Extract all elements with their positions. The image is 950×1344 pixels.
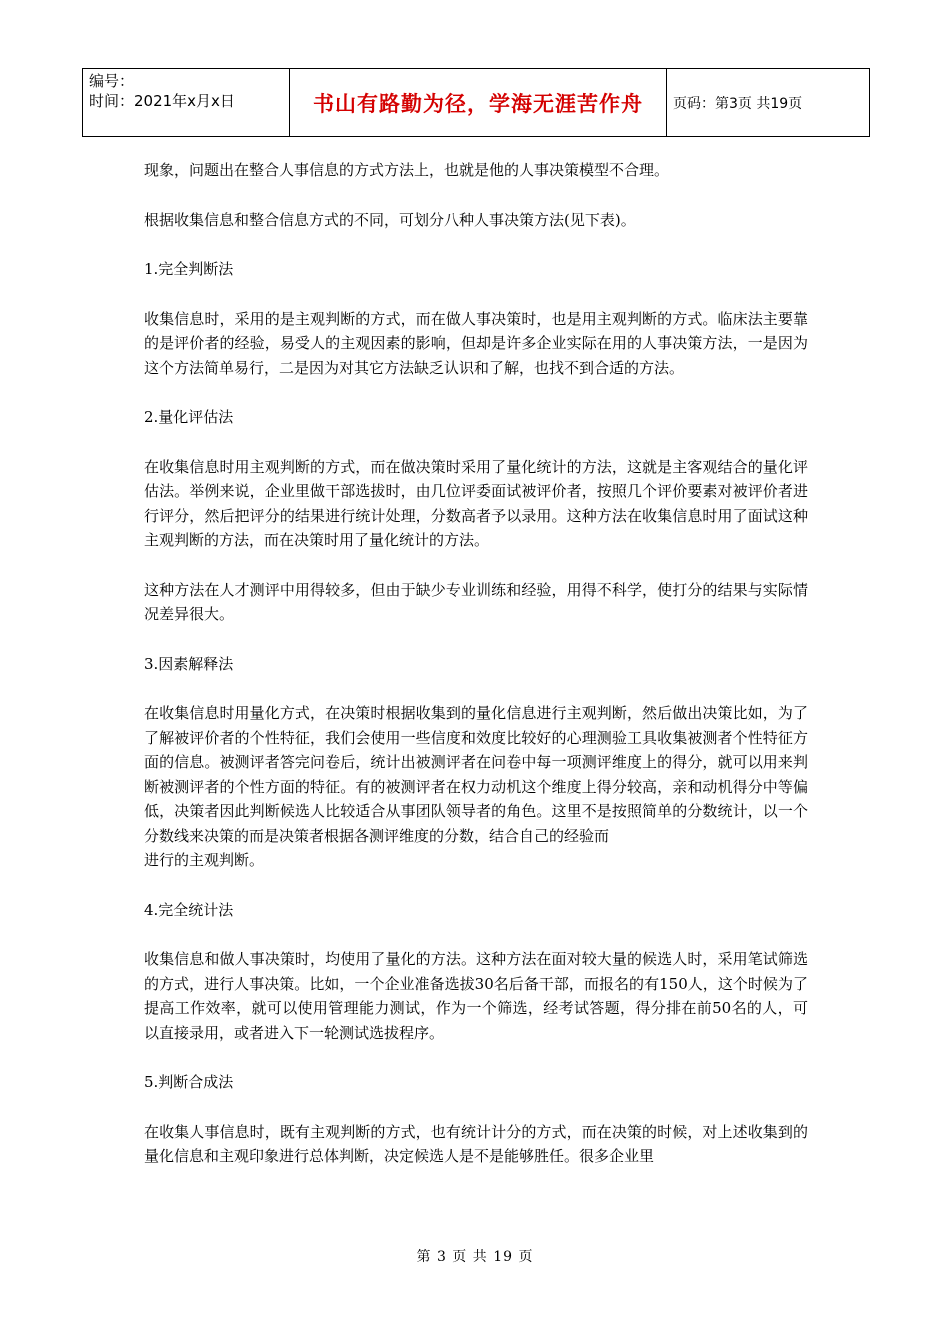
document-date-label: 时间：2021年x月x日 bbox=[89, 92, 235, 110]
header-motto: 书山有路勤为径，学海无涯苦作舟 bbox=[290, 69, 667, 137]
paragraph: 在收集信息时用量化方式，在决策时根据收集到的量化信息进行主观判断，然后做出决策比如，为了了解被评价者的个性特征，我们会使用一些信度和效度比较好的心理测验工具收集被测者个性特征方面的信息。被测评者答完问卷后，统计出被测评者在问卷中每一项测评维度上的得分，就可以用来判断被测评者的个性方面的特征。有的被测评者在权力动机这个维度上得分较高，亲和动机得分中等偏低，决策者因此判断候选人比较适合从事团队领导者的角色。这里不是按照简单的分数统计，以一个分数线来决策的而是决策者根据各测评维度的分数，结合自己的经验而 bbox=[144, 704, 808, 845]
section-heading: 2.量化评估法 bbox=[144, 408, 234, 426]
paragraph: 根据收集信息和整合信息方式的不同，可划分八种人事决策方法(见下表)。 bbox=[144, 210, 636, 229]
header-page-info: 页码：第3页 共19页 bbox=[667, 69, 870, 137]
header-table bbox=[82, 68, 870, 137]
section-heading: 3.因素解释法 bbox=[144, 654, 234, 673]
paragraph: 进行的主观判断。 bbox=[144, 851, 265, 869]
document-body bbox=[144, 158, 808, 1169]
section-heading: 4.完全统计法 bbox=[144, 900, 234, 919]
paragraph: 这种方法在人才测评中用得较多，但由于缺少专业训练和经验，用得不科学，使打分的结果与实际情况差异很大。 bbox=[144, 580, 808, 623]
page-footer: 第 3 页 共 19 页 bbox=[416, 1249, 534, 1265]
document-number-label: 编号： bbox=[89, 72, 135, 90]
section-heading: 1.完全判断法 bbox=[144, 260, 234, 278]
paragraph: 在收集信息时用主观判断的方式，而在做决策时采用了量化统计的方法，这就是主客观结合的量化评估法。举例来说，企业里做干部选拔时，由几位评委面试被评价者，按照几个评价要素对被评价者进行评分，然后把评分的结果进行统计处理，分数高者予以录用。这种方法在收集信息时用了面试这种主观判断的方法，而在决策时用了量化统计的方法。 bbox=[144, 457, 808, 549]
paragraph: 收集信息和做人事决策时，均使用了量化的方法。这种方法在面对较大量的候选人时，采用笔试筛选的方式，进行人事决策。比如，一个企业准备选拔30名后备干部，而报名的有150人，这个时候为了提高工作效率，就可以使用管理能力测试，作为一个筛选，经考试答题，得分排在前50名的人，可以直接录用，或者进入下一轮测试选拔程序。 bbox=[144, 950, 808, 1042]
paragraph: 收集信息时，采用的是主观判断的方式，而在做人事决策时，也是用主观判断的方式。临床法主要靠的是评价者的经验，易受人的主观因素的影响，但却是许多企业实际在用的人事决策方法，一是因为这个方法简单易行，二是因为对其它方法缺乏认识和了解，也找不到合适的方法。 bbox=[144, 309, 808, 377]
paragraph: 在收集人事信息时，既有主观判断的方式，也有统计计分的方式，而在决策的时候，对上述收集到的量化信息和主观印象进行总体判断，决定候选人是不是能够胜任。很多企业里 bbox=[144, 1122, 808, 1165]
paragraph: 现象，问题出在整合人事信息的方式方法上，也就是他的人事决策模型不合理。 bbox=[144, 161, 670, 179]
header-meta-cell bbox=[83, 69, 290, 137]
section-heading: 5.判断合成法 bbox=[144, 1073, 234, 1091]
